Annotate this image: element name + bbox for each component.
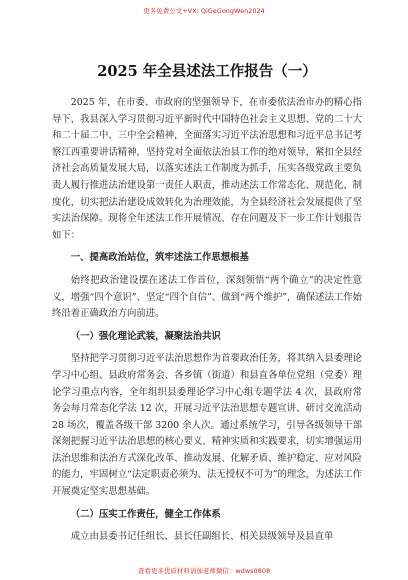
document-body (52, 60, 362, 546)
subsection-1-heading: （一）强化理论武装，凝聚法治共识 (70, 330, 221, 342)
section-1-heading: 一、提高政治站位，筑牢述法工作思想根基 (70, 252, 249, 264)
top-watermark: 更多免费公文+VX: QiGeGongWen2024 (143, 7, 265, 15)
intro-paragraph: 2025 年，在市委、市政府的坚强领导下，在市委依法治市办的精心指导下，我县深入学习贯彻习近平新时代中国特色社会主义思想、党的二十大和二十届二中、三中全会精神，全面落实习近平法治思想和习近平总书记考察江西重要讲话精神，坚持党对全面依法治县工作的绝对领导，紧扣全县经济社会高质量发展大局，以落实述法工作制度为抓手，压实各级党政主要负责人履行推进法治建设第一责任人职责，推动述法工作常态化、规范化、制度化，切实把法治建设成效转化为治理效能，为全县经济社会发展提供了坚实法治保障。现将全年述法工作开展情况、存在问题及下一步工作计划报告如下： (52, 97, 362, 241)
subsection-1-paragraph: 坚持把学习贯彻习近平法治思想作为首要政治任务，将其纳入县委理论学习中心组、县政府常务会、各乡镇（街道）和县直各单位党组（党委）理论学习重点内容，全年组织县委理论学习中心组专题学法 4 次，县政府常务会每月常态化学法 12 次，开展习近平法治思想专题宣讲、研讨交流活动 28 场次，覆盖各级干部 3200 余人次。通过系统学习，引导各级领导干部深刻把握习近平法治思想的核心要义、精神实质和实践要求，切实增强运用法治思维和法治方式深化改革、推动发展、化解矛盾、维护稳定、应对风险的能力，牢固树立“法定职责必须为、法无授权不可为”的理念，为述法工作开展奠定坚实思想基础。 (52, 353, 362, 498)
subsection-2-paragraph: 成立由县委书记任组长、县长任副组长、相关县级领导及县直单 (70, 531, 334, 543)
bottom-watermark: 查看更多优质材料请加老师微信：wdws0808 (137, 567, 271, 575)
section-1-paragraph: 始终把政治建设摆在述法工作首位，深刻领悟“两个确立”的决定性意义，增强“四个意识”、坚定“四个自信”、做到“两个维护”，确保述法工作始终沿着正确政治方向前进。 (52, 274, 363, 320)
subsection-2-heading: （二）压实工作责任，健全工作体系 (70, 508, 221, 520)
document-title: 2025 年全县述法工作报告（一） (97, 63, 317, 80)
